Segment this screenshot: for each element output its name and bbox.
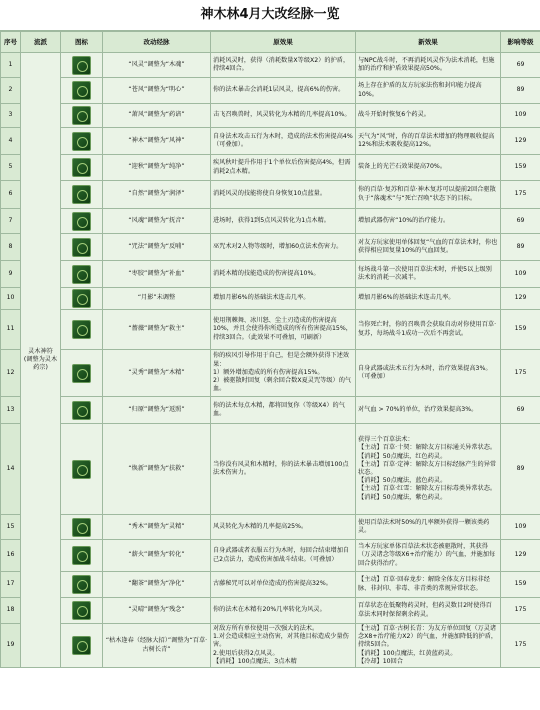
new-effect-cell: 战斗开始时恢复6个药灵。 xyxy=(356,104,501,128)
meridian-icon xyxy=(61,397,103,424)
change-cell: “神木”调整为“风神” xyxy=(103,128,211,155)
level-cell: 129 xyxy=(501,128,540,155)
level-cell: 159 xyxy=(501,310,540,350)
header-level: 影响等级 xyxy=(501,32,540,53)
row-number: 2 xyxy=(1,78,21,104)
table-row xyxy=(1,234,540,261)
old-effect-cell: 风灵转化为木精的几率提高25%。 xyxy=(211,515,356,540)
level-cell: 69 xyxy=(501,397,540,424)
new-effect-cell: 自身武器或法术五行为木时，治疗效果提高3%。（可叠加） xyxy=(356,350,501,397)
change-cell: “迎秋”调整为“纯净” xyxy=(103,155,211,181)
table-row xyxy=(1,310,540,350)
table-row xyxy=(1,181,540,209)
meridian-skill-icon xyxy=(72,460,91,479)
meridian-skill-icon xyxy=(72,158,91,177)
new-effect-cell: 【主动】百草·回春龙步：解除全体友方目标非经脉、非封印、非毒、非青类的常规异常状态。 xyxy=(356,572,501,598)
level-cell: 175 xyxy=(501,350,540,397)
old-effect-cell: 对敌方所有单位使用一次强大的法术。 1.对会造成相应主动伤害，对其他目标造成少量伤害。 2.使用后获得2点风灵。 【消耗】100点魔法、3点木精 xyxy=(211,624,356,668)
level-cell: 175 xyxy=(501,598,540,624)
meridian-skill-icon xyxy=(72,265,91,284)
row-number: 11 xyxy=(1,310,21,350)
new-effect-cell: 当本方玩家单体百草法术状态被驱散时，其获得（万灵诸念等级X6+治疗能力）的气血，并施加每回合获得治疗。 xyxy=(356,540,501,572)
row-number: 10 xyxy=(1,288,21,310)
meridian-table xyxy=(0,31,540,668)
table-row xyxy=(1,104,540,128)
table-row xyxy=(1,261,540,288)
table-row xyxy=(1,53,540,78)
table-row xyxy=(1,624,540,668)
change-cell: “薪火”调整为“转化” xyxy=(103,540,211,572)
table-row xyxy=(1,350,540,397)
meridian-skill-icon xyxy=(72,212,91,231)
new-effect-cell: 增加月影6%的基础法术连击几率。 xyxy=(356,288,501,310)
meridian-icon xyxy=(61,78,103,104)
table-row xyxy=(1,572,540,598)
level-cell: 89 xyxy=(501,78,540,104)
level-cell: 159 xyxy=(501,572,540,598)
row-number: 15 xyxy=(1,515,21,540)
meridian-icon xyxy=(61,234,103,261)
change-cell: “焕新”调整为“扶救” xyxy=(103,424,211,515)
meridian-skill-icon xyxy=(72,81,91,100)
level-cell: 109 xyxy=(501,515,540,540)
change-cell: “灵晴”调整为“残念” xyxy=(103,598,211,624)
header-school: 流派 xyxy=(21,32,61,53)
old-effect-cell: 击飞召唤兽时，风灵转化为木精的几率提高10%。 xyxy=(211,104,356,128)
row-number: 16 xyxy=(1,540,21,572)
row-number: 3 xyxy=(1,104,21,128)
meridian-skill-icon xyxy=(72,575,91,594)
row-number: 19 xyxy=(1,624,21,668)
level-cell: 89 xyxy=(501,424,540,515)
old-effect-cell: 你的法术在木精有20%几率转化为风灵。 xyxy=(211,598,356,624)
row-number: 6 xyxy=(1,181,21,209)
new-effect-cell: 获得三个百草法术： 【主动】百草·十契：解除友方目标通关异常状态。 【消耗】50点魔法，红色药灵。 【主动】百草·定神：解除友方目标经脉产生的异常状态。 【消耗】50点魔法，蓝色药灵。 【主动】百草·红雪：解除友方目标毒类异常状态。 【消耗】50点魔法，紫色药灵。 xyxy=(356,424,501,515)
change-cell: “萧风”调整为“药谙” xyxy=(103,104,211,128)
row-number: 17 xyxy=(1,572,21,598)
new-effect-cell: 当你死亡时，你的召唤兽会获取自动对你使用百草·复苏，每场战斗1成功一次后不再尝试。 xyxy=(356,310,501,350)
school-cell: 灵木神符 (调整为灵木药宗) xyxy=(21,53,61,668)
old-effect-cell: 消耗木精的技能造成的伤害提高10%。 xyxy=(211,261,356,288)
old-effect-cell: 你的法术暴击会消耗1层风灵，提高6%的伤害。 xyxy=(211,78,356,104)
header-change: 改动经脉 xyxy=(103,32,211,53)
old-effect-cell: 使用荆棘舞、冰川怒、尘土刃造成的伤害提高10%，并且会使得你所造成的所有伤害提高15%，持续3回合。（此效果不可叠加，可刷新） xyxy=(211,310,356,350)
level-cell: 159 xyxy=(501,155,540,181)
new-effect-cell: 【主动】百草·古树长青：为友方单位回复（万灵诸念X8+治疗能力X2）的气血，并施加降低的护盾，持续5回合。 【消耗】100点魔法，红黄蓝药灵。 【冷却】10回合 xyxy=(356,624,501,668)
level-cell: 175 xyxy=(501,624,540,668)
meridian-icon xyxy=(61,424,103,515)
page-title: 神木林4月大改经脉一览 xyxy=(0,0,540,31)
old-effect-cell: 增加月影6%的基础法术连击几率。 xyxy=(211,288,356,310)
row-number: 13 xyxy=(1,397,21,424)
level-cell: 129 xyxy=(501,288,540,310)
table-row xyxy=(1,128,540,155)
table-row xyxy=(1,598,540,624)
meridian-skill-icon xyxy=(72,636,91,655)
meridian-skill-icon xyxy=(72,320,91,339)
change-cell: “月影”未调整 xyxy=(103,288,211,310)
meridian-skill-icon xyxy=(72,185,91,204)
table-row xyxy=(1,209,540,234)
table-row xyxy=(1,78,540,104)
meridian-icon xyxy=(61,181,103,209)
change-cell: “灵秀”调整为“木精” xyxy=(103,350,211,397)
new-effect-cell: 天气为“风”时，你的百草法术增加的物理吸收提高12%和法术吸收提高12%。 xyxy=(356,128,501,155)
change-cell: “苍风”调整为“明心” xyxy=(103,78,211,104)
new-effect-cell: 对气血 > 70%的单位，治疗效果提高3%。 xyxy=(356,397,501,424)
meridian-icon xyxy=(61,350,103,397)
old-effect-cell: 当你没有风灵和木精时，你的法术暴击增加100点法术伤害力。 xyxy=(211,424,356,515)
meridian-skill-icon xyxy=(72,546,91,565)
meridian-icon xyxy=(61,515,103,540)
old-effect-cell: 你的疾风引导作用于自己，但是会额外获得下述效果： 1）额外增加造成的所有伤害提高15%。 2）被驱散时回复（剩余回合数X夏灵咒等级）的气血。 xyxy=(211,350,356,397)
header-new: 新效果 xyxy=(356,32,501,53)
new-effect-cell: 场上存在护盾的友方玩家法伤和封印能力提高10%。 xyxy=(356,78,501,104)
old-effect-cell: 古藤秘咒可以对单位造成的伤害提高32%。 xyxy=(211,572,356,598)
row-number: 4 xyxy=(1,128,21,155)
table-row xyxy=(1,515,540,540)
change-cell: “秀木”调整为“灵精” xyxy=(103,515,211,540)
meridian-icon xyxy=(61,624,103,668)
table-row xyxy=(1,397,540,424)
table-row xyxy=(1,540,540,572)
change-cell: “自然”调整为“润泽” xyxy=(103,181,211,209)
level-cell: 109 xyxy=(501,261,540,288)
header-no: 序号 xyxy=(1,32,21,53)
meridian-skill-icon xyxy=(72,106,91,125)
row-number: 12 xyxy=(1,350,21,397)
meridian-icon xyxy=(61,209,103,234)
level-cell: 69 xyxy=(501,209,540,234)
meridian-skill-icon xyxy=(72,518,91,537)
meridian-skill-icon xyxy=(72,601,91,620)
row-number: 18 xyxy=(1,598,21,624)
meridian-skill-icon xyxy=(72,401,91,420)
old-effect-cell: 消耗风灵时，获得（消耗数量X等级X2）的护盾，持续4回合。 xyxy=(211,53,356,78)
meridian-skill-icon xyxy=(72,364,91,383)
row-number: 14 xyxy=(1,424,21,515)
new-effect-cell: 对友方玩家使用单体回复“气血的百草法术时，你也获得相应回复量10%的气血回复。 xyxy=(356,234,501,261)
change-cell: “枯木逢春（经脉大招）”调整为“百草·古树长青” xyxy=(103,624,211,668)
old-effect-cell: 自身法术攻击五行为木时，造成的法术伤害提高4%（可叠加）。 xyxy=(211,128,356,155)
meridian-icon xyxy=(61,261,103,288)
meridian-icon xyxy=(61,53,103,78)
meridian-skill-icon xyxy=(72,56,91,75)
change-cell: “翻茶”调整为“净化” xyxy=(103,572,211,598)
row-number: 1 xyxy=(1,53,21,78)
level-cell: 89 xyxy=(501,234,540,261)
old-effect-cell: 你的法术每点木精，都将回复你（等级X4）的气血。 xyxy=(211,397,356,424)
table-row xyxy=(1,424,540,515)
level-cell: 175 xyxy=(501,181,540,209)
meridian-icon xyxy=(61,598,103,624)
row-number: 5 xyxy=(1,155,21,181)
header-old: 原效果 xyxy=(211,32,356,53)
new-effect-cell: 装备上的光芒石效果提高70%。 xyxy=(356,155,501,181)
old-effect-cell: 自身武器或者衣服五行为木时，每回合结束增加自己2点法力，造成伤害加战斗结束。（可叠加） xyxy=(211,540,356,572)
old-effect-cell: 疾风秋叶提升作用于1个单位后伤害提高4%，但需消耗2点木精。 xyxy=(211,155,356,181)
table-row xyxy=(1,288,540,310)
meridian-icon xyxy=(61,310,103,350)
new-effect-cell: 你的百草·复苏和百草·神木复苏可以提前2回合驱散负于“落魂术”与“死亡召唤”状态下的目标。 xyxy=(356,181,501,209)
meridian-icon xyxy=(61,540,103,572)
change-cell: “咒法”调整为“反哺” xyxy=(103,234,211,261)
new-effect-cell: 使用百草法术时50%的几率额外获得一颗该类药灵。 xyxy=(356,515,501,540)
meridian-icon xyxy=(61,288,103,310)
new-effect-cell: 增加武器伤害“10%的治疗能力。 xyxy=(356,209,501,234)
meridian-skill-icon xyxy=(72,132,91,151)
meridian-icon xyxy=(61,155,103,181)
change-cell: “薔薇”调整为“救主” xyxy=(103,310,211,350)
row-number: 7 xyxy=(1,209,21,234)
table-row xyxy=(1,155,540,181)
change-cell: “归原”调整为“返照” xyxy=(103,397,211,424)
meridian-icon xyxy=(61,104,103,128)
header-icon: 图标 xyxy=(61,32,103,53)
meridian-icon xyxy=(61,128,103,155)
row-number: 9 xyxy=(1,261,21,288)
meridian-skill-icon xyxy=(72,238,91,257)
meridian-icon xyxy=(61,572,103,598)
row-number: 8 xyxy=(1,234,21,261)
meridian-skill-icon xyxy=(72,289,91,308)
change-cell: “风魂”调整为“抚音” xyxy=(103,209,211,234)
old-effect-cell: 消耗风灵的技能将使自身恢复10点蓝量。 xyxy=(211,181,356,209)
new-effect-cell: 每场战斗第一次使用百草法术时，并使5以上级别法术的消耗一次减半。 xyxy=(356,261,501,288)
new-effect-cell: 百草状态在低聚物药灵时，但药灵数目2时使得百草法术同时保留剩余药灵。 xyxy=(356,598,501,624)
change-cell: “枣胶”调整为“补血” xyxy=(103,261,211,288)
old-effect-cell: 进场时，获得1到5点风灵转化为1点木精。 xyxy=(211,209,356,234)
change-cell: “风灵”调整为“木魂” xyxy=(103,53,211,78)
old-effect-cell: 巫咒术对2人物等级时，增加60点法术伤害力。 xyxy=(211,234,356,261)
level-cell: 69 xyxy=(501,53,540,78)
level-cell: 129 xyxy=(501,540,540,572)
level-cell: 109 xyxy=(501,104,540,128)
new-effect-cell: 与NPC战斗时，不再消耗风灵作为法术消耗，但施加的治疗和护盾效果提高50%。 xyxy=(356,53,501,78)
table-header-row xyxy=(1,32,540,53)
